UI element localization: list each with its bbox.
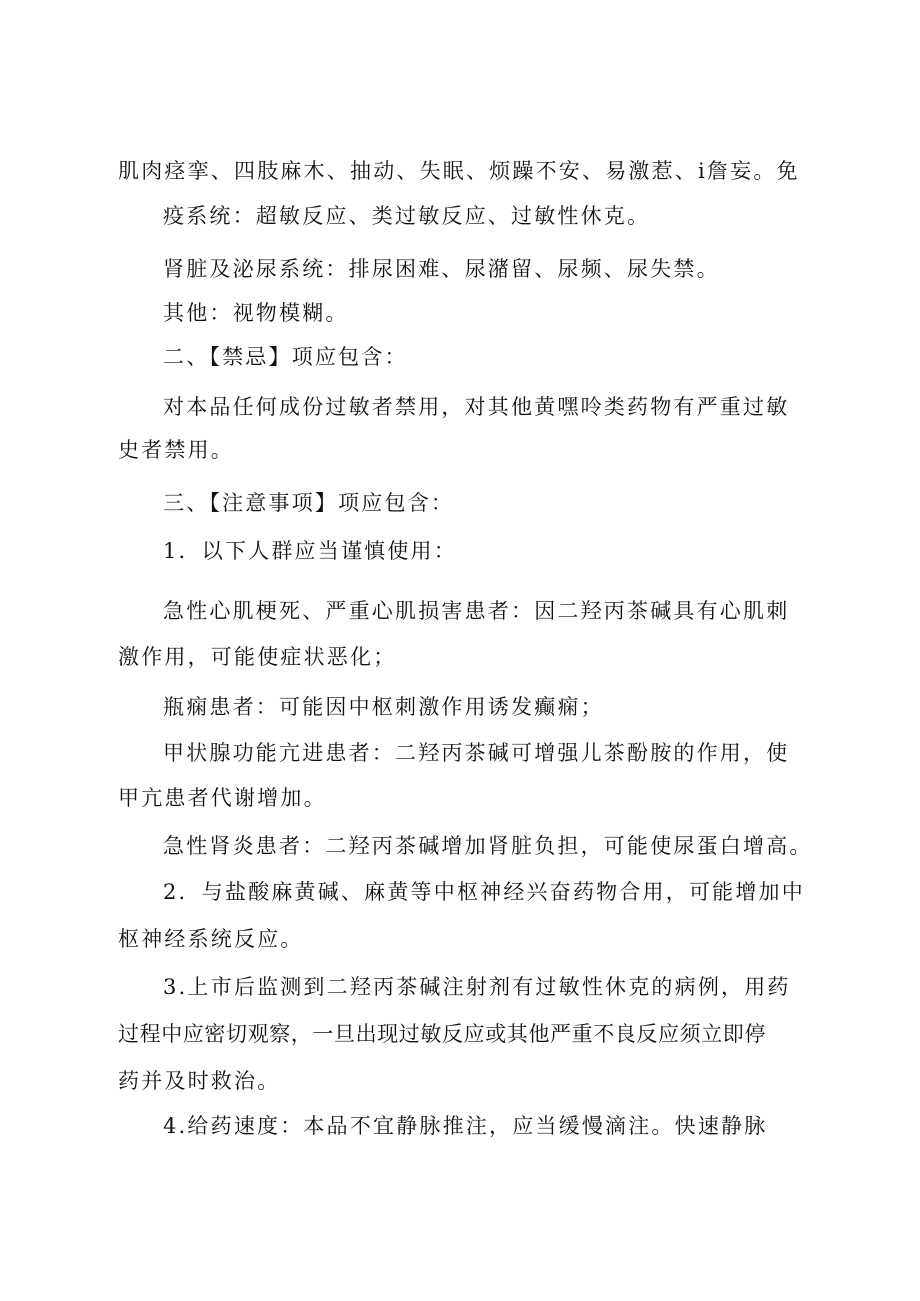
text-line-7: 史者禁用。 <box>118 438 234 462</box>
text-line-3: 肾脏及泌尿系统：排尿困难、尿潴留、尿频、尿失禁。 <box>163 257 720 281</box>
text-line-6: 对本品任何成份过敏者禁用，对其他黄嘿呤类药物有严重过敏 <box>163 395 790 419</box>
text-line-10: 急性心肌梗死、严重心肌损害患者：因二羟丙茶碱具有心肌刺 <box>163 599 790 623</box>
list-item-1: 1．以下人群应当谨慎使用： <box>163 539 457 563</box>
list-item-3: 3.上市后监测到二羟丙茶碱注射剂有过敏性休克的病例，用药 <box>163 975 791 999</box>
text-line-17: 枢神经系统反应。 <box>118 927 304 951</box>
text-line-12: 瓶痫患者：可能因中枢刺激作用诱发癫痫； <box>163 695 604 719</box>
text-line-2: 疫系统：超敏反应、类过敏反应、过敏性休克。 <box>163 204 651 228</box>
text-line-20: 药并及时救治。 <box>118 1069 281 1093</box>
text-line-15: 急性肾炎患者：二羟丙茶碱增加肾脏负担，可能使尿蛋白增高。 <box>163 834 813 858</box>
list-item-4: 4.给药速度：本品不宜静脉推注，应当缓慢滴注。快速静脉 <box>163 1114 768 1138</box>
text-line-1: 肌肉痉挛、四肢麻木、抽动、失眠、烦躁不安、易激惹、i詹妄。免 <box>118 159 800 183</box>
text-line-13: 甲状腺功能亢进患者：二羟丙茶碱可增强儿茶酚胺的作用，使 <box>163 741 790 765</box>
text-line-11: 激作用，可能使症状恶化； <box>118 645 397 669</box>
text-line-4: 其他：视物模糊。 <box>163 301 349 325</box>
list-item-2: 2．与盐酸麻黄碱、麻黄等中枢神经兴奋药物合用，可能增加中 <box>163 880 805 904</box>
text-line-19: 过程中应密切观察，一旦出现过敏反应或其他严重不良反应须立即停 <box>118 1022 766 1046</box>
text-line-14: 甲亢患者代谢增加。 <box>118 786 327 810</box>
heading-precautions: 三、【注意事项】项应包含： <box>163 491 455 515</box>
heading-contraindications: 二、【禁忌】项应包含： <box>163 345 408 369</box>
